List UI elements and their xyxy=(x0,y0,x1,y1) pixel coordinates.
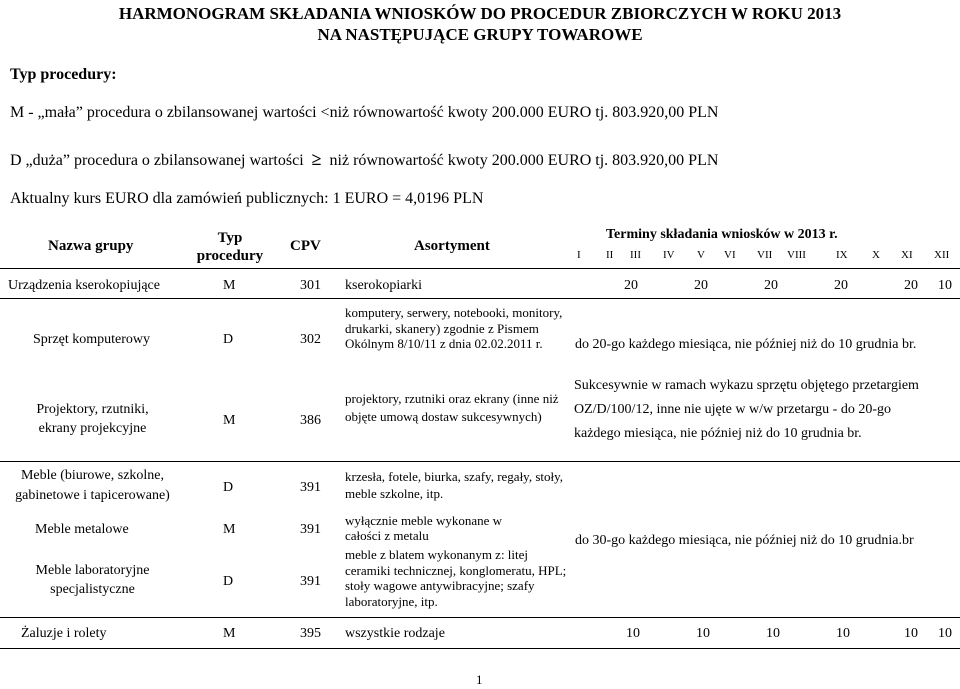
month-label: XI xyxy=(901,249,913,261)
row-projectors-name-1: Projektory, rzutniki, xyxy=(36,402,149,417)
euro-exchange-rate: Aktualny kurs EURO dla zamówień publicznych: 1 EURO = 4,0196 PLN xyxy=(10,190,484,207)
furniture-term: do 30-go każdego miesiąca, nie później niż do 10 grudnia.br xyxy=(575,533,914,548)
month-label: V xyxy=(697,249,705,261)
row-projectors-type: M xyxy=(223,413,236,428)
row-computers-assortment: komputery, serwery, notebooki, monitory, drukarki, skanery) zgodnie z Pismem Okólnym 8/10/11 z dnia 02.02.2011 r. xyxy=(345,305,563,351)
row-projectors-term-3: każdego miesiąca, nie później niż do 10 grudnia br. xyxy=(574,426,862,441)
row-blinds-day: 10 xyxy=(904,626,918,641)
row-projectors-cpv: 386 xyxy=(300,413,321,428)
row-office-furniture-type: D xyxy=(223,480,234,495)
row-blinds-cpv: 395 xyxy=(300,626,321,641)
row-metal-furniture-assortment: wyłącznie meble wykonane w całości z metalu xyxy=(345,513,503,543)
month-label: VI xyxy=(724,249,736,261)
row-metal-furniture-cpv: 391 xyxy=(300,522,321,537)
row-projectors-term-2: OZ/D/100/12, inne nie ujęte w w/w przetargu - do 20-go xyxy=(574,402,892,417)
row-computers-term: do 20-go każdego miesiąca, nie później niż do 10 grudnia br. xyxy=(575,337,917,352)
row-lab-furniture-assortment: meble z blatem wykonanym z: litej ceramiki technicznej, konglomeratu, HPL; stoły wagowe antywibracyjne; szafy laboratoryjne, itp. xyxy=(345,547,567,609)
row-lab-furniture-name-2: specjalistyczne xyxy=(50,582,135,597)
row-office-furniture-assortment: krzesła, fotele, biurka, szafy, regały, stoły, meble szkolne, itp. xyxy=(345,469,564,501)
header-months xyxy=(566,249,958,263)
row-blinds-day: 10 xyxy=(696,626,710,641)
row-office-furniture-name-1: Meble (biurowe, szkolne, xyxy=(20,468,165,483)
month-label: I xyxy=(577,249,581,261)
month-label: VIII xyxy=(787,249,806,261)
row-metal-furniture-type: M xyxy=(223,522,236,537)
month-label: IV xyxy=(663,249,675,261)
procedure-d-description xyxy=(10,149,718,170)
row-blinds-day: 10 xyxy=(938,626,952,641)
row-copiers-day: 20 xyxy=(904,278,918,293)
row-lab-furniture-cpv: 391 xyxy=(300,574,321,589)
row-office-furniture-cpv: 391 xyxy=(300,480,321,495)
document-title-line-1: HARMONOGRAM SKŁADANIA WNIOSKÓW DO PROCEDUR ZBIORCZYCH W ROKU 2013 xyxy=(118,4,842,23)
greater-equal-symbol: ≥ xyxy=(311,149,322,169)
header-type-line-2: procedury xyxy=(196,248,264,264)
row-computers-name: Sprzęt komputerowy xyxy=(33,332,151,347)
procedure-m-description: M - „mała” procedura o zbilansowanej wartości <niż równowartość kwoty 200.000 EURO tj. 803.920,00 PLN xyxy=(10,104,719,121)
document-title-line-2: NA NASTĘPUJĄCE GRUPY TOWAROWE xyxy=(317,25,643,44)
row-blinds-type: M xyxy=(223,626,236,641)
row-lab-furniture-name-1: Meble laboratoryjne xyxy=(35,563,150,578)
month-label: IX xyxy=(836,249,848,261)
row-blinds-assortment: wszystkie rodzaje xyxy=(345,626,445,641)
row-blinds-name: Żaluzje i rolety xyxy=(21,626,107,641)
header-terms: Terminy składania wniosków w 2013 r. xyxy=(606,227,838,242)
row-lab-furniture-type: D xyxy=(223,574,234,589)
month-label: XII xyxy=(934,249,950,261)
row-copiers-name: Urządzenia kserokopiujące xyxy=(8,278,160,293)
procedure-d-text-a: D „duża” procedura o zbilansowanej wartości xyxy=(10,152,304,169)
header-assortment: Asortyment xyxy=(414,238,490,254)
header-group-name: Nazwa grupy xyxy=(48,238,134,254)
row-copiers-cpv: 301 xyxy=(300,278,321,293)
row-blinds-day: 10 xyxy=(836,626,850,641)
row-rule xyxy=(0,461,960,462)
row-projectors-assortment: projektory, rzutniki oraz ekrany (inne niż objęte umową dostaw sukcesywnych) xyxy=(345,391,559,424)
row-copiers-day: 20 xyxy=(624,278,638,293)
row-rule xyxy=(0,617,960,618)
page-number: 1 xyxy=(476,672,483,687)
row-copiers-day: 20 xyxy=(764,278,778,293)
row-copiers-assortment: kserokopiarki xyxy=(345,278,422,293)
month-label: VII xyxy=(757,249,773,261)
month-label: II xyxy=(606,249,614,261)
row-blinds-day: 10 xyxy=(766,626,780,641)
row-copiers-day: 10 xyxy=(938,278,952,293)
row-computers-cpv: 302 xyxy=(300,332,321,347)
row-copiers-type: M xyxy=(223,278,236,293)
procedure-d-text-b: niż równowartość kwoty 200.000 EURO tj. 803.920,00 PLN xyxy=(329,152,719,169)
header-type-line-1: Typ xyxy=(217,230,243,246)
month-label: X xyxy=(872,249,880,261)
row-blinds-day: 10 xyxy=(626,626,640,641)
row-computers-type: D xyxy=(223,332,234,347)
month-label: III xyxy=(630,249,641,261)
header-rule xyxy=(0,268,960,269)
header-cpv: CPV xyxy=(290,238,321,254)
row-rule xyxy=(0,298,960,299)
row-copiers-day: 20 xyxy=(694,278,708,293)
row-metal-furniture-name: Meble metalowe xyxy=(35,522,129,537)
row-office-furniture-name-2: gabinetowe i tapicerowane) xyxy=(15,488,170,503)
row-projectors-name-2: ekrany projekcyjne xyxy=(38,421,147,436)
row-copiers-day: 20 xyxy=(834,278,848,293)
row-projectors-term-1: Sukcesywnie w ramach wykazu sprzętu objętego przetargiem xyxy=(574,378,919,393)
procedure-types-heading: Typ procedury: xyxy=(10,66,117,83)
row-rule xyxy=(0,648,960,649)
